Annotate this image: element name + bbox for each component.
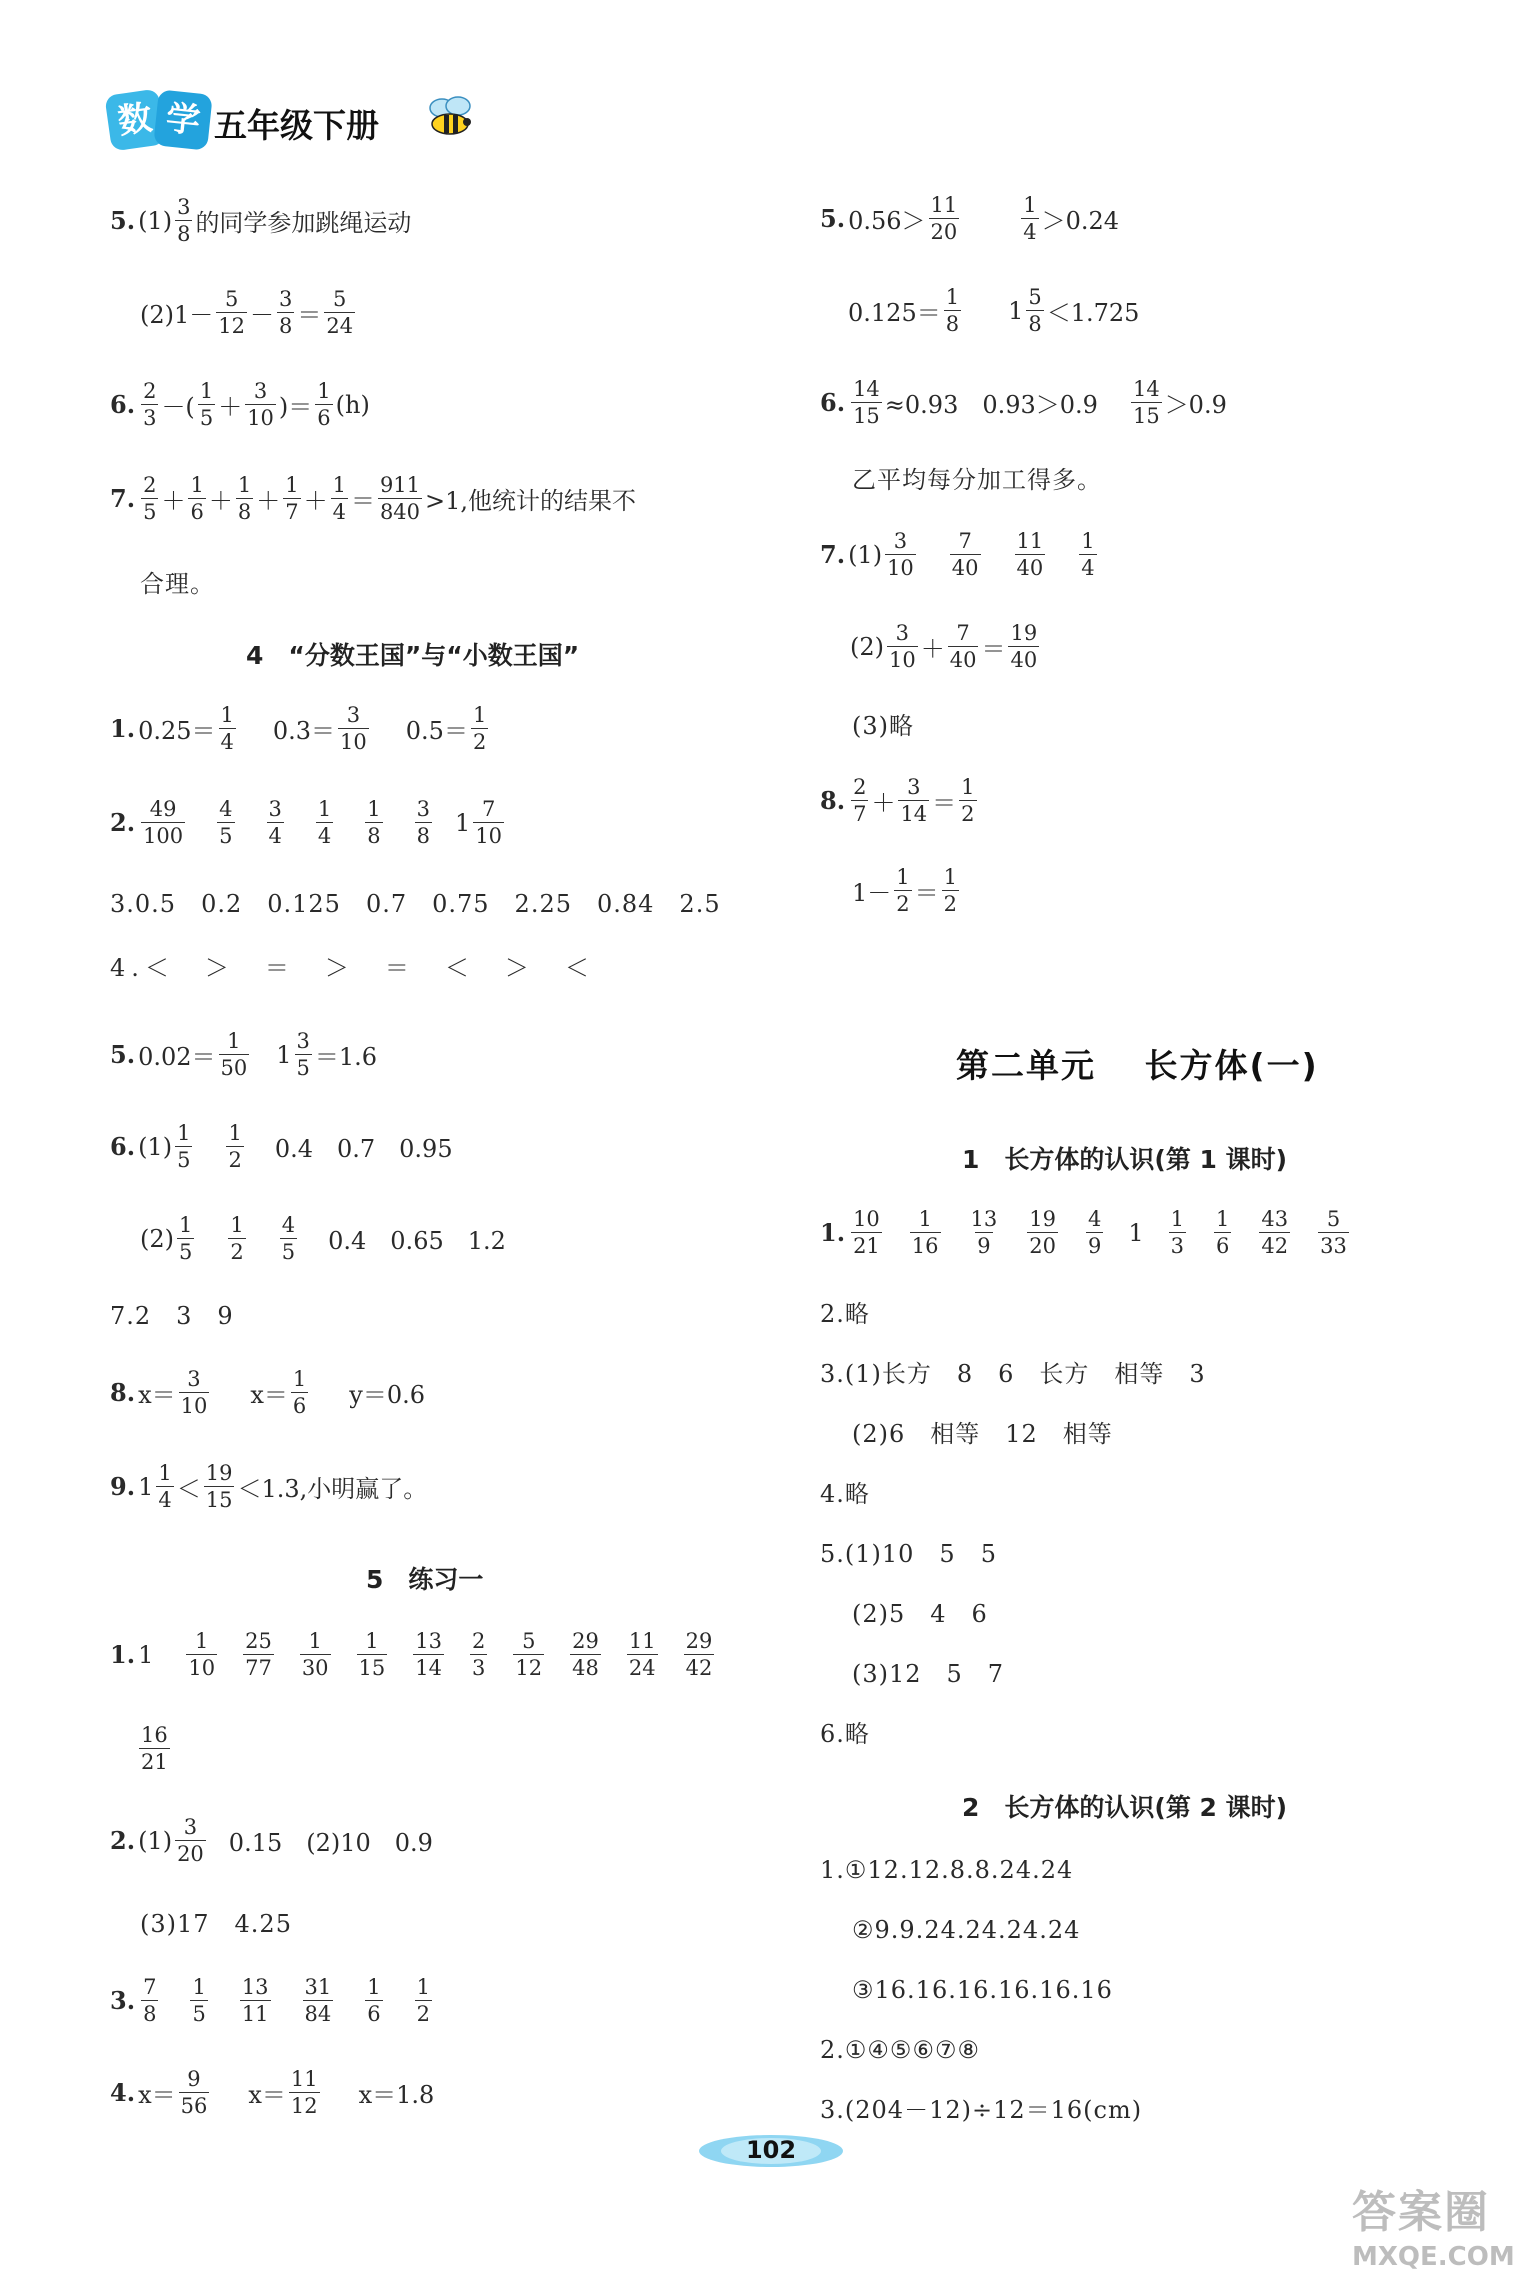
watermark — [1352, 2176, 1515, 2272]
r-answer-7: 7. (1) $\frac{3}{10}$ $\frac{7}{40}$ $\frac{11}{40}$ $\frac{1}{4}$ — [820, 529, 1095, 581]
s5-answer-1-cont: $\frac{16}{21}$ — [141, 1723, 168, 1775]
s5-answer-1: 1. 1 $\frac{1}{10}$ $\frac{25}{77}$ $\frac{1}{30}$ $\frac{1}{15}$ $\frac{13}{14}$ $\frac{2}{3}$ $\frac{5}{12}$ $\frac{29}{48}$ $\frac{11}{24}$ $\frac{29}{42}$ — [110, 1629, 713, 1681]
s5-answer-2: 2. (1) $\frac{3}{20}$ 0.15 (2)10 0.9 — [110, 1815, 433, 1867]
s5-answer-4: 4. x＝ $\frac{9}{56}$ x＝ $\frac{11}{12}$ x＝1.8 — [110, 2067, 435, 2119]
s4-answer-9: 9. 1 $\frac{1}{4}$ ＜ $\frac{19}{15}$ ＜1.3,小明赢了。 — [110, 1461, 428, 1513]
s4-answer-6-2: (2) $\frac{1}{5}$ $\frac{1}{2}$ $\frac{4}{5}$ 0.4 0.65 1.2 — [140, 1213, 506, 1265]
subject-badge-1: 数 — [104, 89, 165, 152]
lesson-2-title: 2 长方体的认识(第 2 课时) — [962, 1793, 1288, 1822]
s4-answer-1: 1. 0.25＝ $\frac{1}{4}$ 0.3＝ $\frac{3}{10}$ 0.5＝ $\frac{1}{2}$ — [110, 703, 487, 755]
fraction: $\frac{3}{8}$ — [177, 195, 191, 247]
r-answer-6-cont: 乙平均每分加工得多。 — [852, 466, 1102, 494]
lesson-1-title: 1 长方体的认识(第 1 课时) — [962, 1145, 1288, 1174]
r-answer-5-2: 0.125＝ $\frac{1}{8}$ 1 $\frac{5}{8}$ ＜1.725 — [848, 285, 1140, 337]
s5-answer-2-3: (3)17 4.25 — [140, 1910, 292, 1938]
r-answer-7-2: (2) $\frac{3}{10}$ ＋ $\frac{7}{40}$ ＝ $\frac{19}{40}$ — [850, 621, 1038, 673]
answer-5: 5. (1) $\frac{3}{8}$ 的同学参加跳绳运动 — [110, 195, 412, 247]
s2-answer-3: 3.(204－12)÷12＝16(cm) — [820, 2096, 1143, 2124]
r-answer-7-3: (3)略 — [852, 712, 914, 740]
answer-7: 7. $\frac{2}{5}$ ＋ $\frac{1}{6}$ ＋ $\frac{1}{8}$ ＋ $\frac{1}{7}$ ＋ $\frac{1}{4}$ ＝ $\frac{911}{840}$ >1,他统计的结果不 — [110, 473, 637, 525]
r-answer-6: 6. $\frac{14}{15}$ ≈0.93 0.93＞0.9 $\frac{14}{15}$ ＞0.9 — [820, 377, 1227, 429]
s2-answer-1-3: ③16.16.16.16.16.16 — [852, 1976, 1113, 2004]
answer-7-cont: 合理。 — [140, 570, 215, 598]
r-answer-5: 5. 0.56＞ $\frac{11}{20}$ $\frac{1}{4}$ ＞0.24 — [820, 193, 1120, 245]
s4-answer-5: 5. 0.02＝ $\frac{1}{50}$ 1 $\frac{3}{5}$ ＝1.6 — [110, 1029, 378, 1081]
section-5-title: 5 练习一 — [366, 1565, 484, 1594]
unit-2-title: 第二单元 长方体(一) — [956, 1046, 1319, 1085]
watermark-logo: 答案圈 — [1352, 2187, 1490, 2238]
s4-answer-4: 4.＜ ＞ ＝ ＞ ＝ ＜ ＞ ＜ — [110, 954, 595, 982]
s1-answer-5-3: (3)12 5 7 — [852, 1660, 1005, 1688]
s4-answer-3: 3.0.5 0.2 0.125 0.7 0.75 2.25 0.84 2.5 — [110, 890, 721, 918]
s1-answer-1: 1. $\frac{10}{21}$ $\frac{1}{16}$ $\frac{13}{9}$ $\frac{19}{20}$ $\frac{4}{9}$ 1 $\frac{1}{3}$ $\frac{1}{6}$ $\frac{43}{42}$ $\frac{5}{33}$ — [820, 1207, 1347, 1259]
s1-answer-5: 5.(1)10 5 5 — [820, 1540, 997, 1568]
page-number: 102 — [696, 2130, 846, 2172]
answer-5-2: (2)1－ $\frac{5}{12}$ － $\frac{3}{8}$ ＝ $\frac{5}{24}$ — [140, 287, 354, 339]
watermark-url: MXQE.COM — [1352, 2242, 1515, 2272]
s2-answer-1: 1.①12.12.8.8.24.24 — [820, 1856, 1074, 1884]
s5-answer-3: 3. $\frac{7}{8}$ $\frac{1}{5}$ $\frac{13}{11}$ $\frac{31}{84}$ $\frac{1}{6}$ $\frac{1}{2}$ — [110, 1975, 431, 2027]
r-answer-8: 8. $\frac{2}{7}$ ＋ $\frac{3}{14}$ ＝ $\frac{1}{2}$ — [820, 775, 975, 827]
s4-answer-2: 2. $\frac{49}{100}$ $\frac{4}{5}$ $\frac{3}{4}$ $\frac{1}{4}$ $\frac{1}{8}$ $\frac{3}{8}$ 1 $\frac{7}{10}$ — [110, 797, 503, 849]
grade-title: 五年级下册 — [214, 106, 379, 145]
s1-answer-4: 4.略 — [820, 1480, 870, 1508]
r-answer-8-2: 1－ $\frac{1}{2}$ ＝ $\frac{1}{2}$ — [852, 865, 958, 917]
s1-answer-5-2: (2)5 4 6 — [852, 1600, 988, 1628]
s2-answer-2: 2.①④⑤⑥⑦⑧ — [820, 2036, 980, 2064]
s2-answer-1-2: ②9.9.24.24.24.24 — [852, 1916, 1081, 1944]
s1-answer-6: 6.略 — [820, 1720, 870, 1748]
s1-answer-3: 3.(1)长方 8 6 长方 相等 3 — [820, 1360, 1206, 1388]
section-4-title: 4 “分数王国”与“小数王国” — [246, 641, 580, 670]
s1-answer-3-2: (2)6 相等 12 相等 — [852, 1420, 1113, 1448]
s4-answer-6: 6. (1) $\frac{1}{5}$ $\frac{1}{2}$ 0.4 0.7 0.95 — [110, 1121, 453, 1173]
answer-6: 6. $\frac{2}{3}$ －( $\frac{1}{5}$ ＋ $\frac{3}{10}$ )＝ $\frac{1}{6}$ (h) — [110, 379, 370, 431]
s4-answer-7: 7.2 3 9 — [110, 1302, 234, 1330]
subject-badge-2: 学 — [153, 89, 213, 150]
bee-icon — [420, 96, 480, 140]
s4-answer-8: 8. x＝ $\frac{3}{10}$ x＝ $\frac{1}{6}$ y＝0.6 — [110, 1367, 425, 1419]
s1-answer-2: 2.略 — [820, 1300, 870, 1328]
